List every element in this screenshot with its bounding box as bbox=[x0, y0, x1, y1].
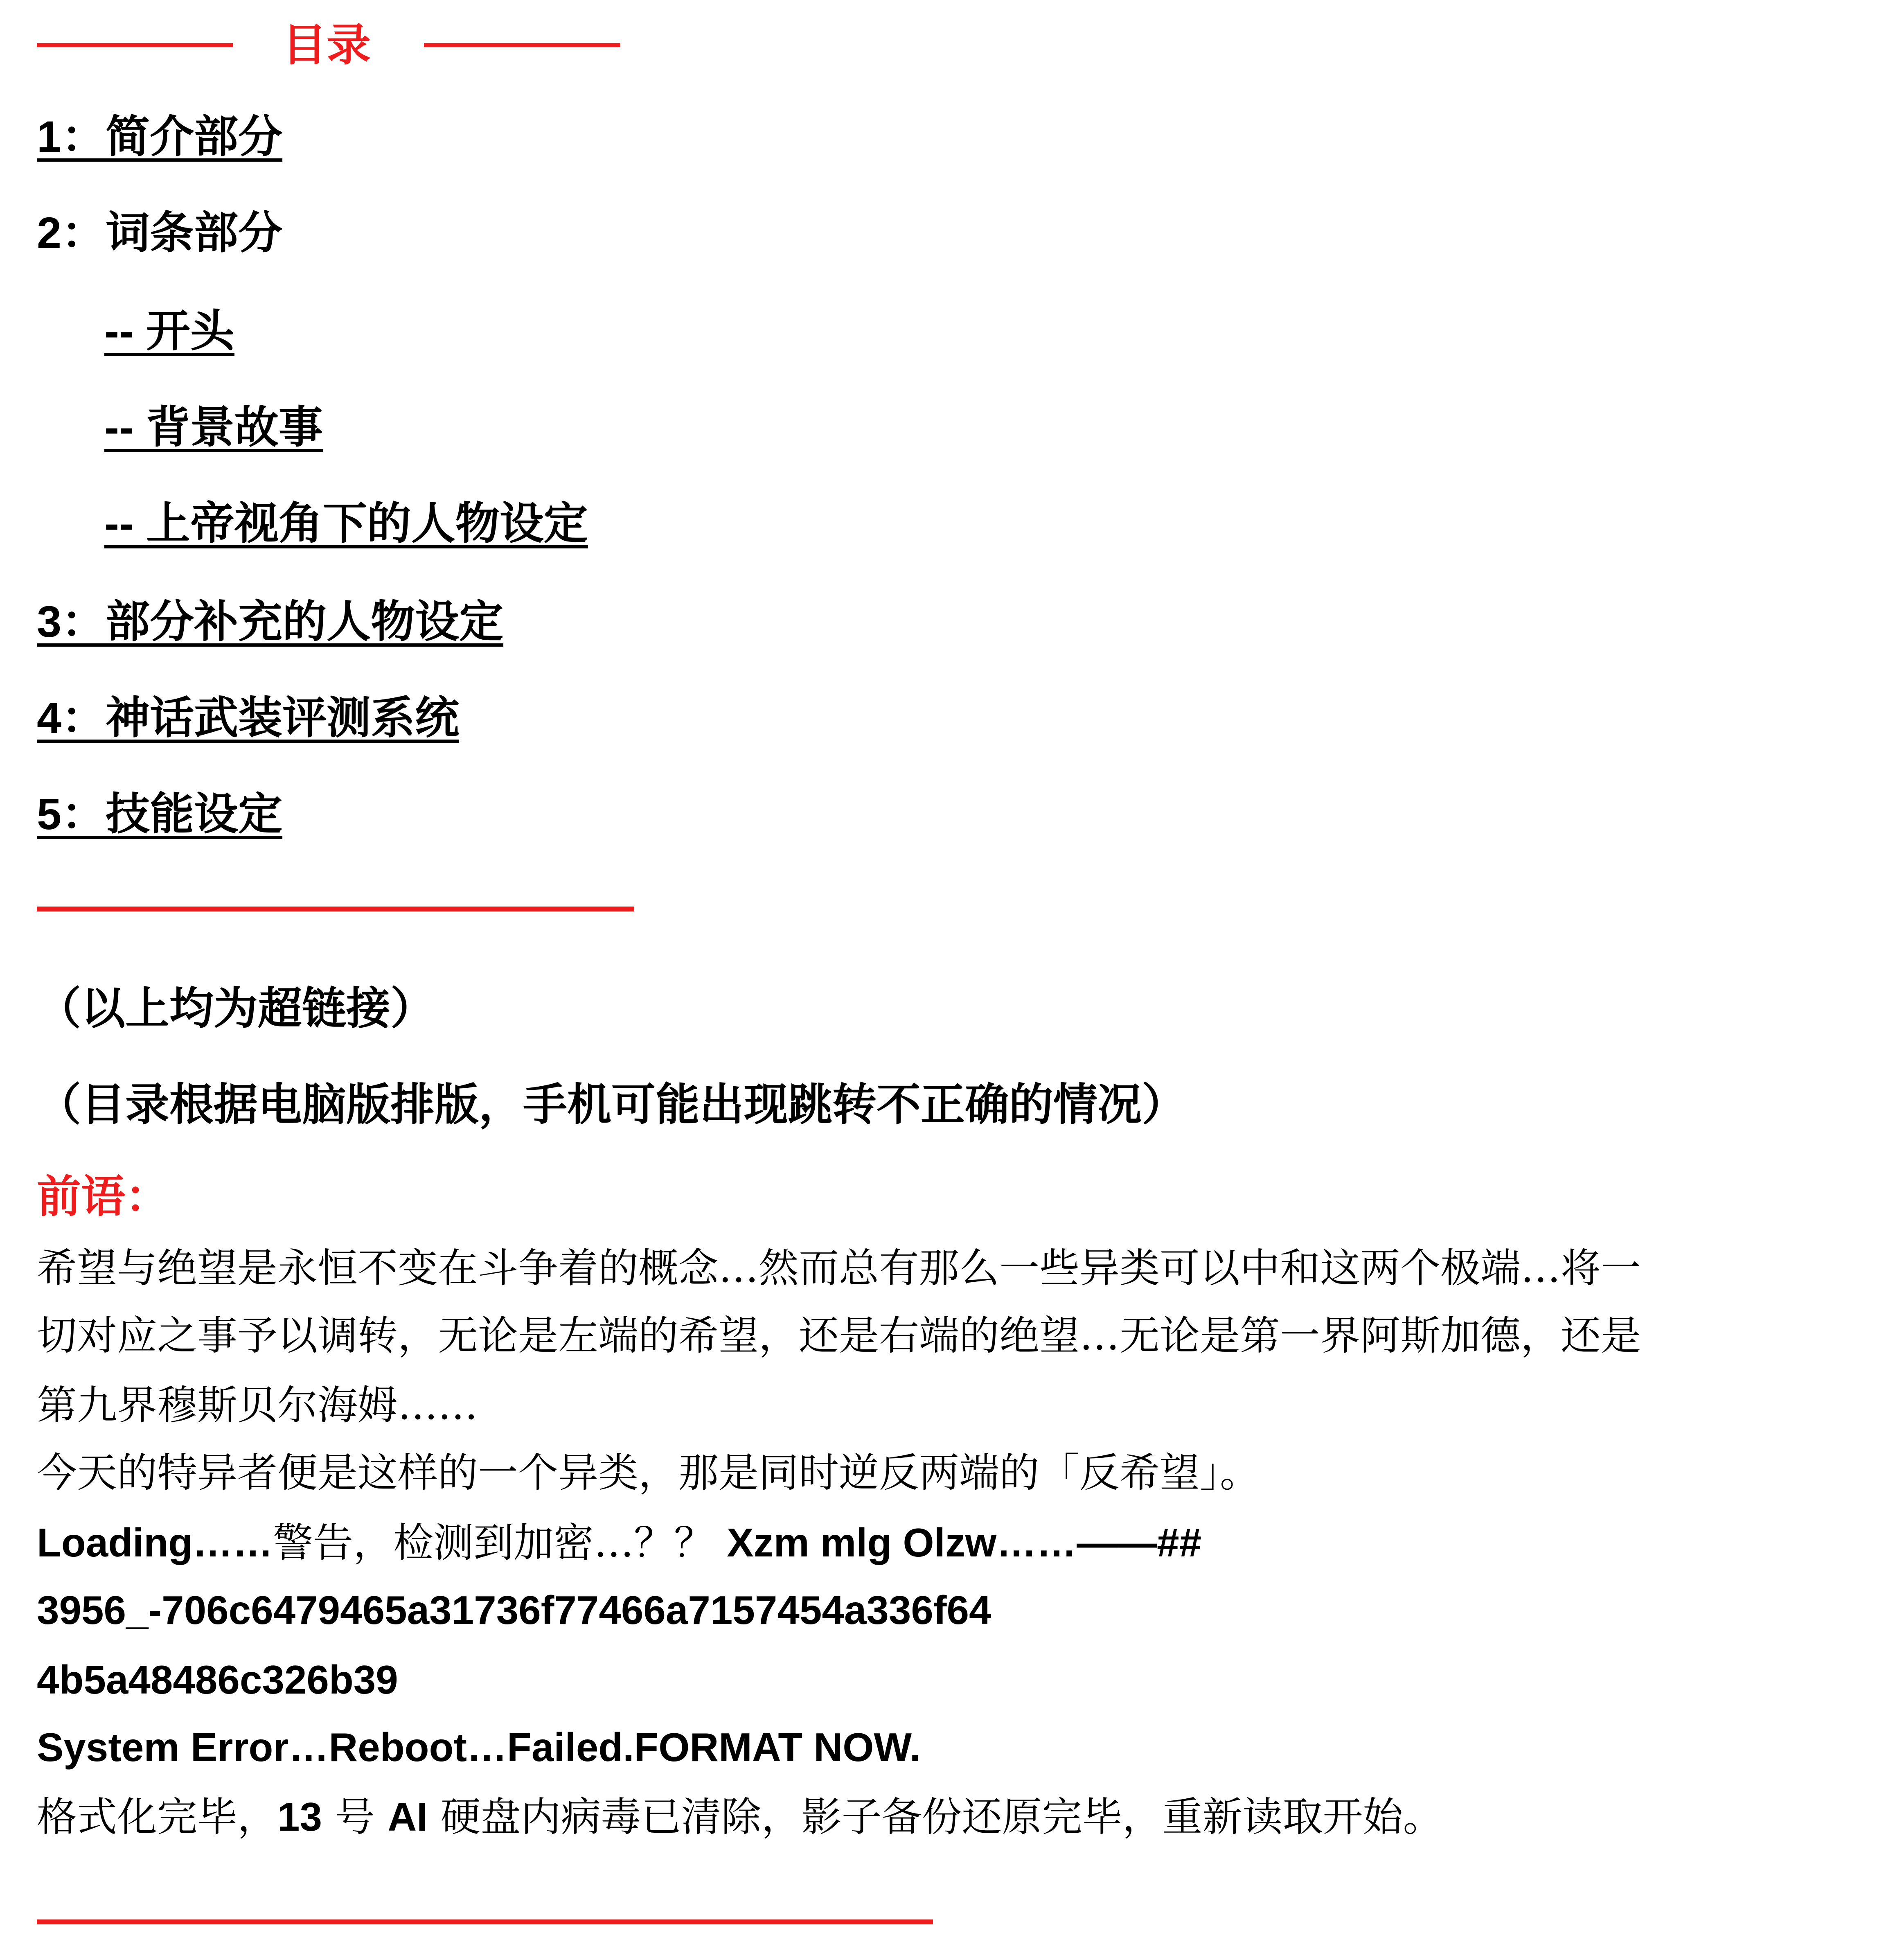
toc-header-right-rule bbox=[424, 43, 620, 47]
preface-line-4: 今天的特异者便是这样的一个异类，那是同时逆反两端的「反希望」。 bbox=[37, 1450, 1260, 1496]
loading-suffix: Xzm mlg Olzw……——## bbox=[727, 1520, 1202, 1565]
preface-title: 前语： bbox=[37, 1172, 170, 1221]
loading-line bbox=[37, 1520, 1202, 1566]
system-error-line: System Error…Reboot…Failed.FORMAT NOW. bbox=[37, 1725, 921, 1770]
toc-link-myth-armament-system[interactable]: 4：神话武装评测系统 bbox=[37, 693, 460, 742]
format-ai: AI bbox=[388, 1794, 428, 1839]
preface-line-1: 希望与绝望是永恒不变在斗争着的概念…然而总有那么一些异类可以中和这两个极端…将一 bbox=[37, 1245, 1641, 1292]
toc-header-left-rule bbox=[37, 43, 233, 47]
preface-divider bbox=[37, 1919, 933, 1924]
format-text-2: 号 bbox=[335, 1794, 375, 1840]
format-number: 13 bbox=[277, 1794, 322, 1839]
toc-link-skill-settings[interactable]: 5：技能设定 bbox=[37, 789, 283, 839]
format-text-1: 格式化完毕， bbox=[37, 1794, 278, 1840]
toc-link-god-view-characters[interactable]: -- 上帝视角下的人物设定 bbox=[104, 498, 588, 548]
preface-line-3: 第九界穆斯贝尔海姆…… bbox=[37, 1382, 478, 1429]
format-complete-line bbox=[37, 1794, 1443, 1840]
layout-note: （目录根据电脑版排版，手机可能出现跳转不正确的情况） bbox=[37, 1080, 1186, 1129]
toc-link-entries[interactable]: 2：词条部分 bbox=[37, 208, 283, 257]
format-text-3: 硬盘内病毒已清除，影子备份还原完毕，重新读取开始。 bbox=[440, 1794, 1443, 1840]
hyperlink-note: （以上均为超链接） bbox=[37, 983, 435, 1033]
encrypted-code-line-1: 3956_-706c6479465a31736f77466a7157454a336f64 bbox=[37, 1588, 991, 1633]
toc-divider bbox=[37, 907, 634, 911]
toc-link-background-story[interactable]: -- 背景故事 bbox=[104, 402, 323, 452]
encrypted-code-line-2: 4b5a48486c326b39 bbox=[37, 1657, 398, 1702]
preface-line-2: 切对应之事予以调转，无论是左端的希望，还是右端的绝望…无论是第一界阿斯加德，还是 bbox=[37, 1313, 1641, 1359]
toc-link-opening[interactable]: -- 开头 bbox=[104, 306, 234, 356]
toc-link-supplementary-characters[interactable]: 3：部分补充的人物设定 bbox=[37, 597, 504, 646]
loading-warning: 警告，检测到加密…？？ bbox=[273, 1520, 714, 1566]
toc-link-intro[interactable]: 1：简介部分 bbox=[37, 112, 283, 161]
toc-header bbox=[37, 12, 620, 78]
toc-title: 目录 bbox=[282, 20, 371, 70]
loading-prefix: Loading…… bbox=[37, 1520, 273, 1565]
